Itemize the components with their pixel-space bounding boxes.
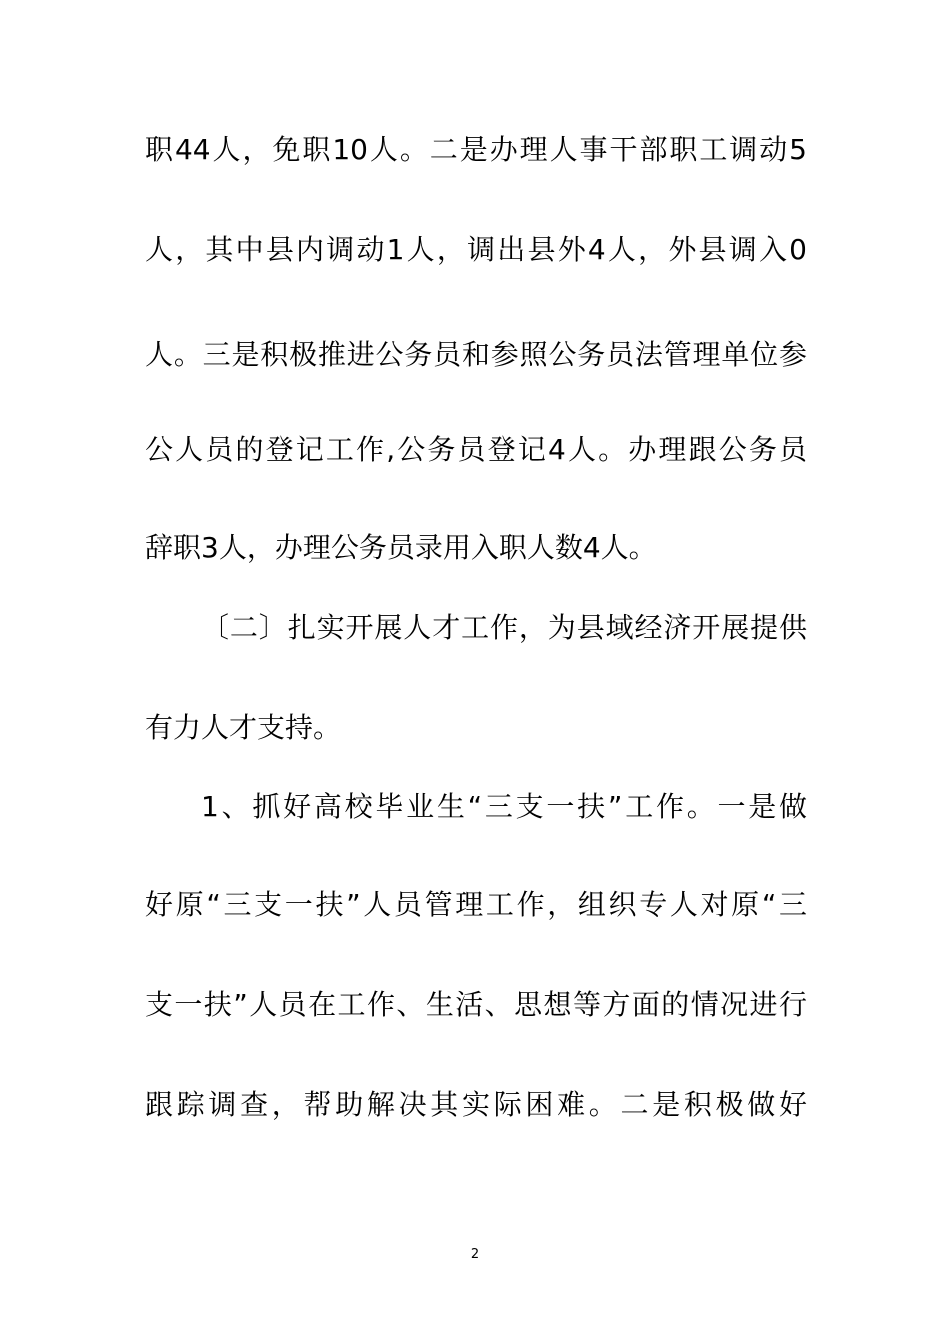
body-text-line: 1、抓好高校毕业生“三支一扶”工作。一是做: [201, 790, 807, 823]
section-heading-line: 有力人才支持。: [145, 711, 342, 744]
body-text-line: 公人员的登记工作,公务员登记4人。办理跟公务员: [145, 433, 807, 466]
section-heading-line: 〔二〕扎实开展人才工作，为县域经济开展提供: [201, 611, 807, 644]
body-text-line: 职44人，免职10人。二是办理人事干部职工调动5: [145, 133, 807, 166]
body-text-line: 好原“三支一扶”人员管理工作，组织专人对原“三: [145, 888, 807, 921]
body-text-line: 支一扶”人员在工作、生活、思想等方面的情况进行: [145, 988, 807, 1021]
body-text-line: 人。三是积极推进公务员和参照公务员法管理单位参: [145, 338, 807, 371]
page-number: 2: [470, 1247, 480, 1262]
body-text-line: 跟踪调查，帮助解决其实际困难。二是积极做好: [145, 1088, 807, 1121]
body-text-line: 人，其中县内调动1人，调出县外4人，外县调入0: [145, 233, 807, 266]
body-text-line: 辞职3人，办理公务员录用入职人数4人。: [145, 531, 657, 564]
